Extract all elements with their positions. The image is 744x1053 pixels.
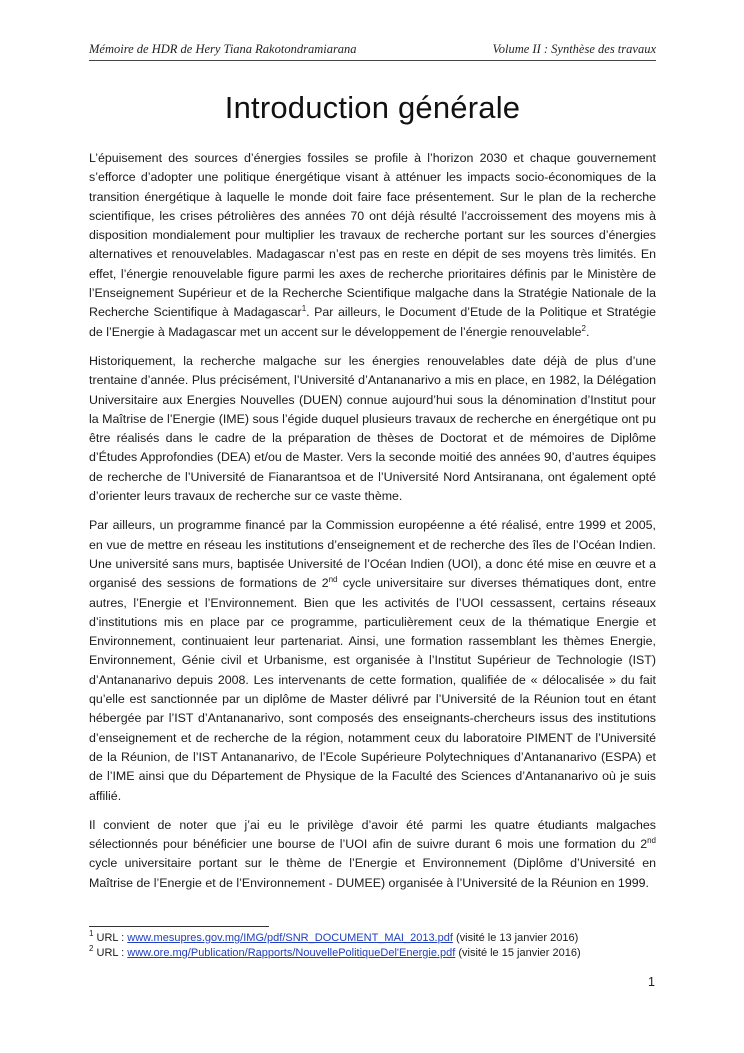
paragraph-4-text-b: cycle universitaire portant sur le thème de l’Energie et Environnement (Diplôme d’Université en Maîtrise de l’Energie et de l’Environnement - DUMEE) organisée à l’Université de la Réunion en 1999. xyxy=(89,856,656,890)
footnote-link-1[interactable]: www.mesupres.gov.mg/IMG/pdf/SNR_DOCUMENT_MAI_2013.pdf xyxy=(127,932,453,944)
footnote-suffix: (visité le 13 janvier 2016) xyxy=(452,932,579,944)
page-number: 1 xyxy=(648,975,655,989)
body-text xyxy=(89,149,656,903)
paragraph-1-text-a: L’épuisement des sources d’énergies fossiles se profile à l’horizon 2030 et chaque gouvernement s’efforce d’adopter une politique énergétique visant à atténuer les impacts socio-économiques de la transition énergétique à laquelle le monde doit faire face présentement. Sur le plan de la recherche scientifique, les crises pétrolières des années 70 ont déjà résulté l’accroissement des moyens mis à disposition mondialement pour multiplier les travaux de recherche portant sur les sources d’énergies alternatives et renouvelables. Madagascar n’est pas en reste en dépit de ses moyens très limités. En effet, l’énergie renouvelable figure parmi les axes de recherche prioritaires définis par le Ministère de l’Enseignement Supérieur et de la Recherche Scientifique malgache dans la Stratégie Nationale de la Recherche Scientifique à Madagascar xyxy=(89,151,656,320)
footnote-ref-2[interactable]: 2 xyxy=(581,323,586,333)
footnote-number: 2 xyxy=(89,943,94,953)
header-right: Volume II : Synthèse des travaux xyxy=(492,42,656,56)
paragraph-1-text-b: . Par ailleurs, le Document d’Etude de la Politique et Stratégie de l’Energie à Madagascar met un accent sur le développement de l’énergie renouvelable xyxy=(89,305,656,339)
paragraph-3-text-a: Par ailleurs, un programme financé par la Commission européenne a été réalisé, entre 1999 et 2005, en vue de mettre en réseau les institutions d’enseignement et de recherche des îles de l’Océan Indien. Une université sans murs, baptisée Université de l’Océan Indien (UOI), a donc été mise en œuvre et a organisé des sessions de formations de 2 xyxy=(89,518,656,591)
footnote-prefix: URL : xyxy=(93,946,128,959)
footnote-2 xyxy=(89,943,664,961)
paragraph-3-text-b: cycle universitaire sur diverses thématiques dont, entre autres, l’Energie et l’Environnement. Bien que les activités de l’UOI cessassent, certains réseaux d’institutions mis en place par ce programme, particulièrement ceux de la thématique Energie et Environnement, continuaient leur partenariat. Ainsi, une formation rassemblant les thèmes Energie, Environnement, Génie civil et Urbanisme, est organisée à l’Institut Supérieur de Technologie (IST) d’Antananarivo depuis 2008. Les intervenants de cette formation, qualifiée de « délocalisée » du fait qu’elle est sanctionnée par un diplôme de Master délivré par l’Université de la Réunion tout en étant hébergée par l’IST d’Antananarivo, sont composés des enseignants-chercheurs issus des institutions d’enseignement et de recherche de la région, notamment ceux du laboratoire PIMENT de l’Université de la Réunion, de l’IST Antananarivo, de l’Ecole Supérieure Polytechniques d’Antananarivo (ESPA) et de l’IME ainsi que du Département de Physique de la Faculté des Sciences d’Antananarivo où je suis affilié. xyxy=(89,576,657,803)
footnote-ref-1[interactable]: 1 xyxy=(301,304,307,314)
footnote-divider xyxy=(89,926,269,927)
header-left: Mémoire de HDR de Hery Tiana Rakotondramiarana xyxy=(89,42,357,56)
footnote-link-2[interactable]: www.ore.mg/Publication/Rapports/NouvellePolitiqueDel'Energie.pdf xyxy=(127,946,456,959)
paragraph-3 xyxy=(89,516,656,805)
paragraph-4-text-a: Il convient de noter que j’ai eu le privilège d’avoir été parmi les quatre étudiants malgaches sélectionnés pour bénéficier une bourse de l’UOI afin de suivre durant 6 mois une formation du 2 xyxy=(89,817,656,852)
paragraph-2: Historiquement, la recherche malgache sur les énergies renouvelables date déjà de plus d’une trentaine d’année. Plus précisément, l’Université d’Antananarivo a mis en place, en 1982, la Délégation Universitaire aux Energies Nouvelles (DUEN) connue aujourd’hui sous la dénomination d’Institut pour la Maîtrise de l’Energie (IME) sous l’égide duquel plusieurs travaux de recherche en énergétique ont pu être réalisés dans le cadre de la préparation de thèses de Doctorat et de mémoires de Diplôme d’Études Approfondies (DEA) et/ou de Master. Vers la seconde moitié des années 90, d’autres équipes de recherche de l’Université de Fianarantsoa et de l’Université Nord Antsiranana, ont également opté d’orienter leurs travaux de recherche sur ce vaste thème. xyxy=(89,353,656,504)
footnote-1 xyxy=(89,931,664,946)
footnote-prefix: URL : xyxy=(93,932,128,944)
paragraph-1 xyxy=(89,149,656,342)
page-title: Introduction générale xyxy=(224,90,521,125)
running-header xyxy=(89,40,656,61)
footnote-number: 1 xyxy=(89,929,94,938)
footnotes xyxy=(89,931,664,960)
superscript-nd: nd xyxy=(647,836,656,846)
superscript-nd: nd xyxy=(328,575,338,585)
footnote-suffix: (visité le 15 janvier 2016) xyxy=(455,946,581,959)
paragraph-4 xyxy=(89,816,656,893)
paragraph-1-text-c: . xyxy=(585,324,590,339)
